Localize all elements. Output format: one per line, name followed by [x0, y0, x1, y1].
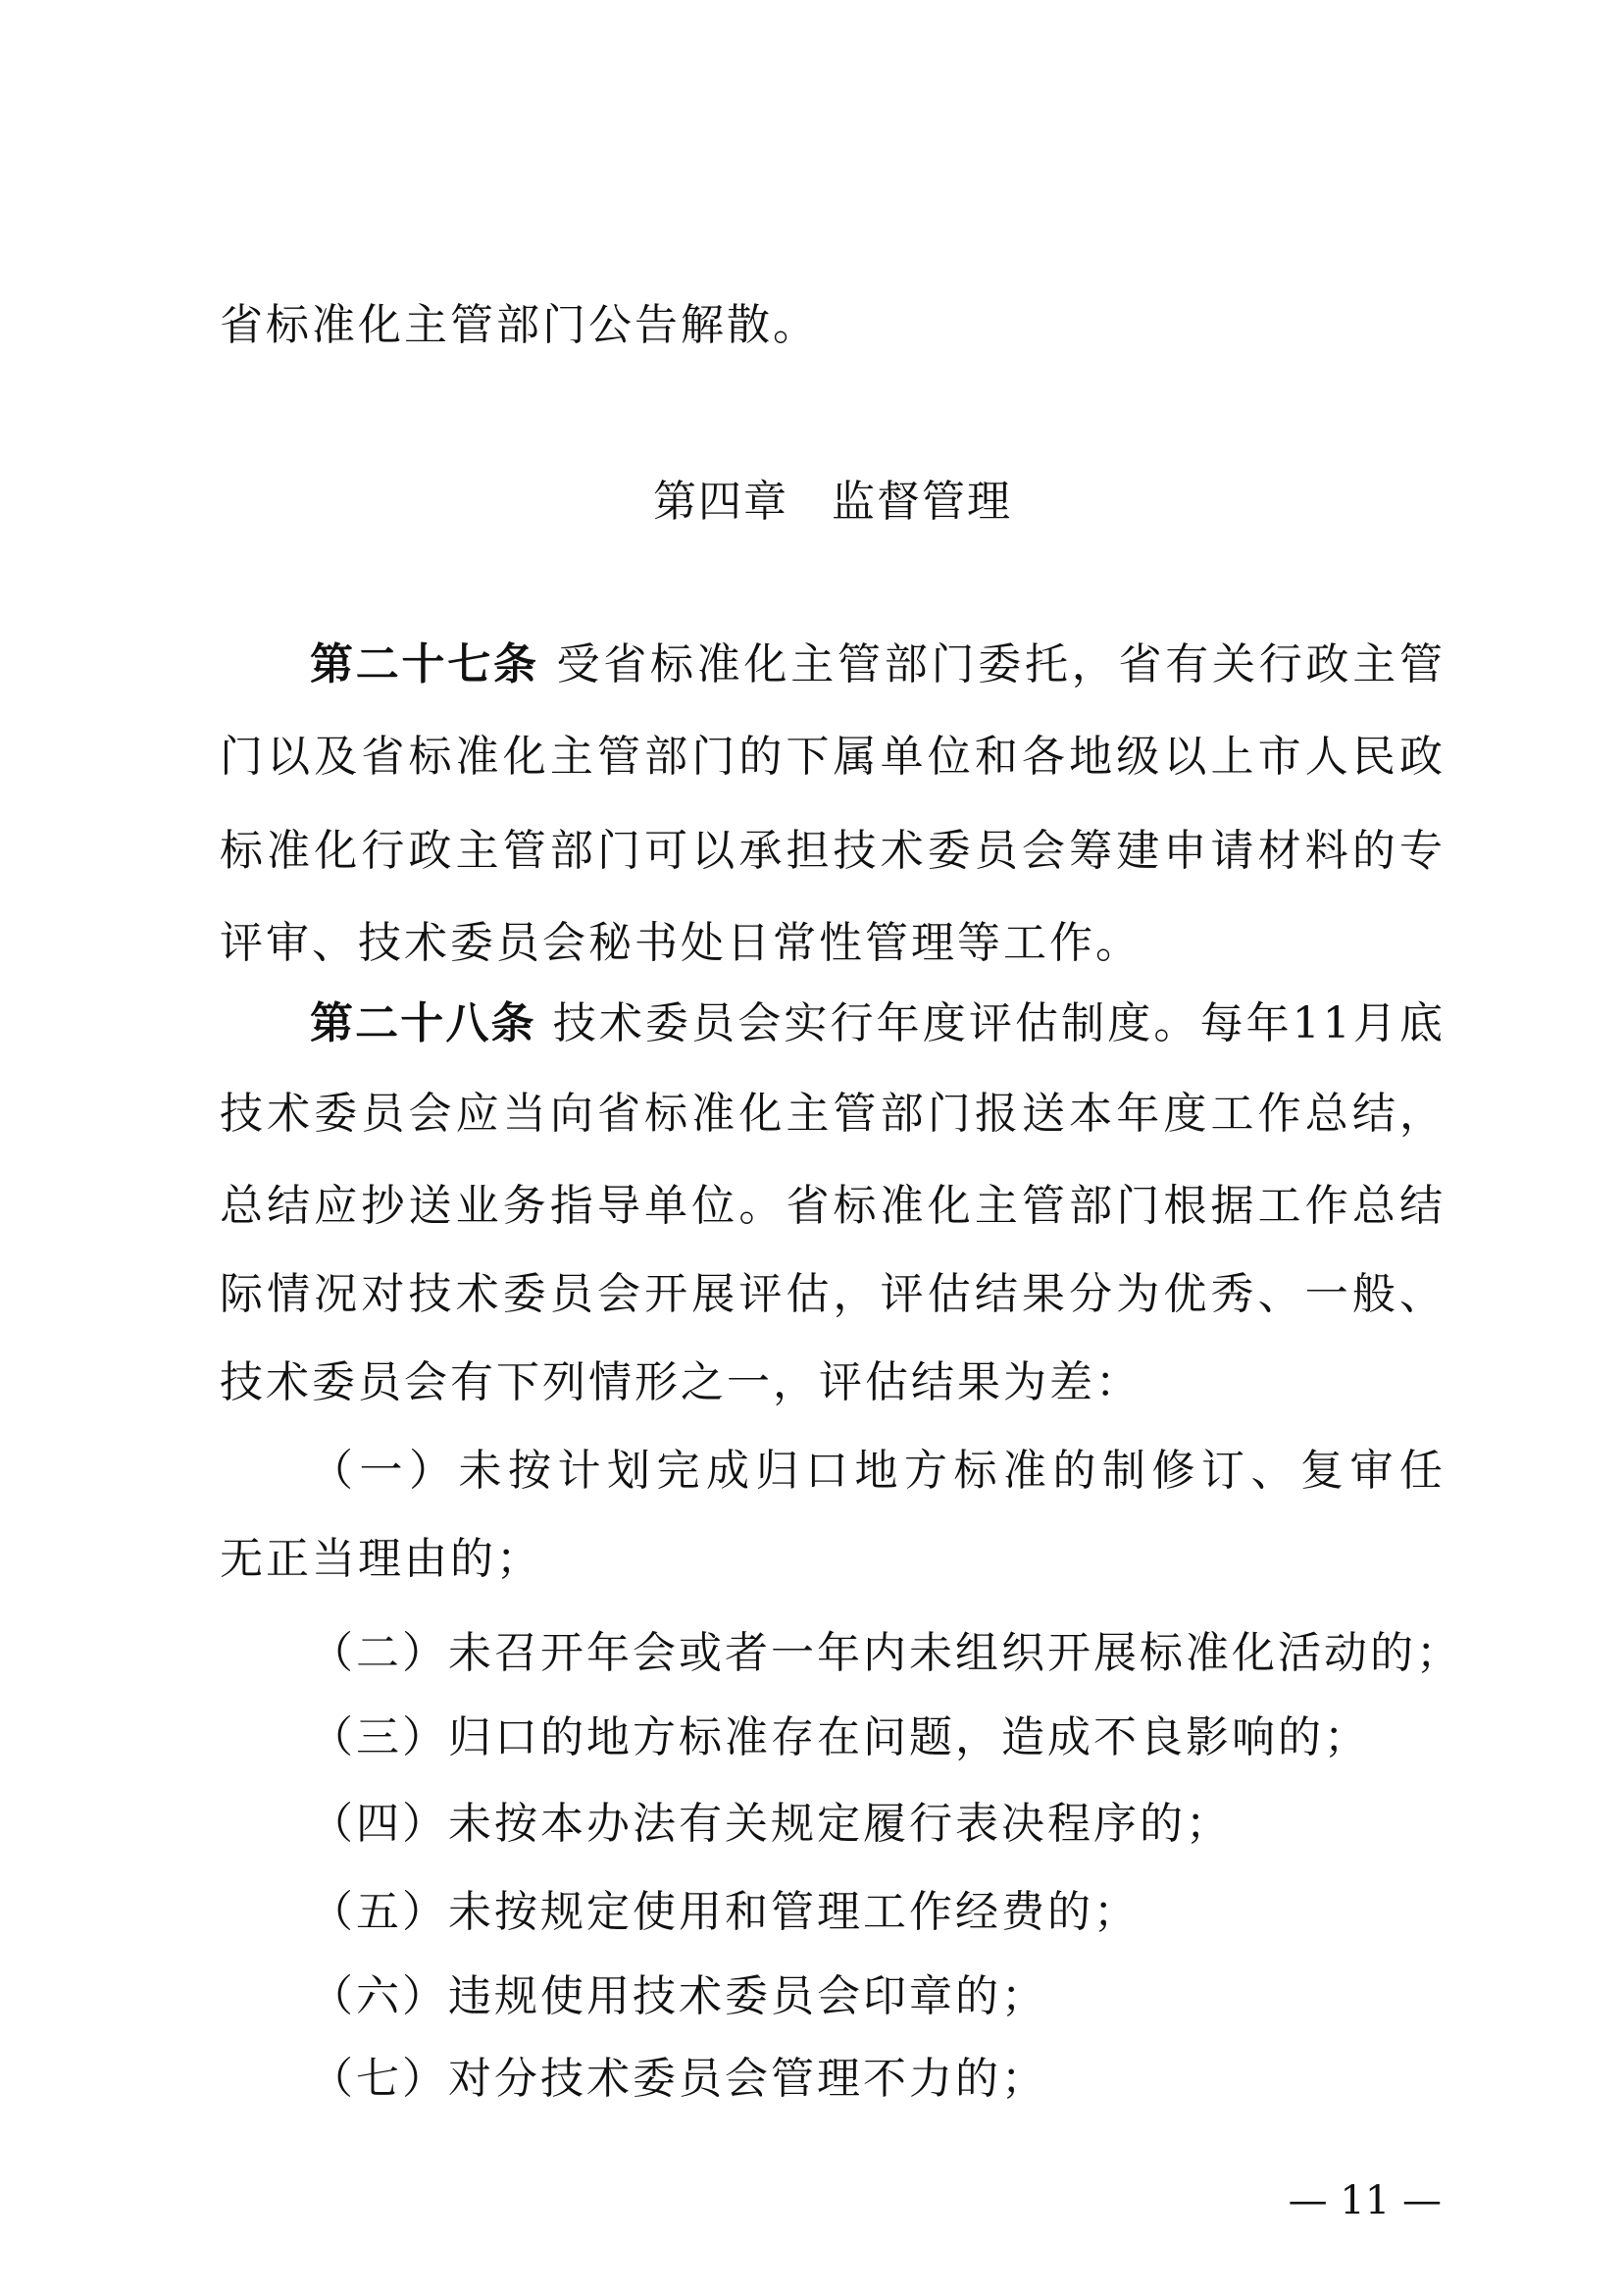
list-item-label: （五）	[310, 1887, 448, 1937]
list-item-3: （三）归口的地方标准存在问题，造成不良影响的；	[310, 1712, 1370, 1762]
article-28-line-1: 第二十八条 技术委员会实行年度评估制度。每年11月底	[310, 998, 1446, 1048]
list-item-label: （一）	[310, 1446, 459, 1496]
article-28-line-2: 技术委员会应当向省标准化主管部门报送本年度工作总结，	[220, 1089, 1446, 1139]
list-item-7: （七）对分技术委员会管理不力的；	[310, 2054, 1047, 2104]
chapter-number: 第四章	[653, 477, 788, 527]
chapter-heading	[220, 473, 1446, 532]
article-27-line-1: 第二十七条 受省标准化主管部门委托，省有关行政主管	[310, 639, 1446, 689]
article-28-line-4: 际情况对技术委员会开展评估，评估结果分为优秀、一般、	[220, 1269, 1446, 1319]
list-item-5: （五）未按规定使用和管理工作经费的；	[310, 1887, 1140, 1937]
list-item-1-line-1: （一）未按计划完成归口地方标准的制修订、复审任	[310, 1446, 1446, 1496]
article-28-line-5: 技术委员会有下列情形之一，评估结果为差：	[220, 1357, 1142, 1407]
list-item-6: （六）违规使用技术委员会印章的；	[310, 1971, 1047, 2021]
page-number: — 11 —	[1288, 2178, 1442, 2223]
list-item-1-line-2: 无正当理由的；	[220, 1534, 542, 1584]
list-item-2: （二）未召开年会或者一年内未组织开展标准化活动的；	[310, 1628, 1462, 1678]
article-28-heading: 第二十八条	[310, 998, 536, 1048]
article-27-line-2: 门以及省标准化主管部门的下属单位和各地级以上市人民政	[220, 732, 1446, 782]
article-27-line-3: 标准化行政主管部门可以承担技术委员会筹建申请材料的专	[220, 826, 1446, 876]
article-28-line-3: 总结应抄送业务指导单位。省标准化主管部门根据工作总结	[220, 1181, 1446, 1231]
article-27-line-4: 评审、技术委员会秘书处日常性管理等工作。	[220, 918, 1142, 968]
list-item-label: （三）	[310, 1712, 448, 1762]
continuation-text: 省标准化主管部门公告解散。	[220, 300, 819, 350]
article-27-heading: 第二十七条	[310, 639, 539, 689]
list-item-label: （四）	[310, 1799, 448, 1849]
list-item-4: （四）未按本办法有关规定履行表决程序的；	[310, 1799, 1232, 1849]
chapter-title: 监督管理	[832, 477, 1012, 527]
list-item-label: （二）	[310, 1628, 448, 1678]
list-item-label: （七）	[310, 2054, 448, 2104]
list-item-label: （六）	[310, 1971, 448, 2021]
